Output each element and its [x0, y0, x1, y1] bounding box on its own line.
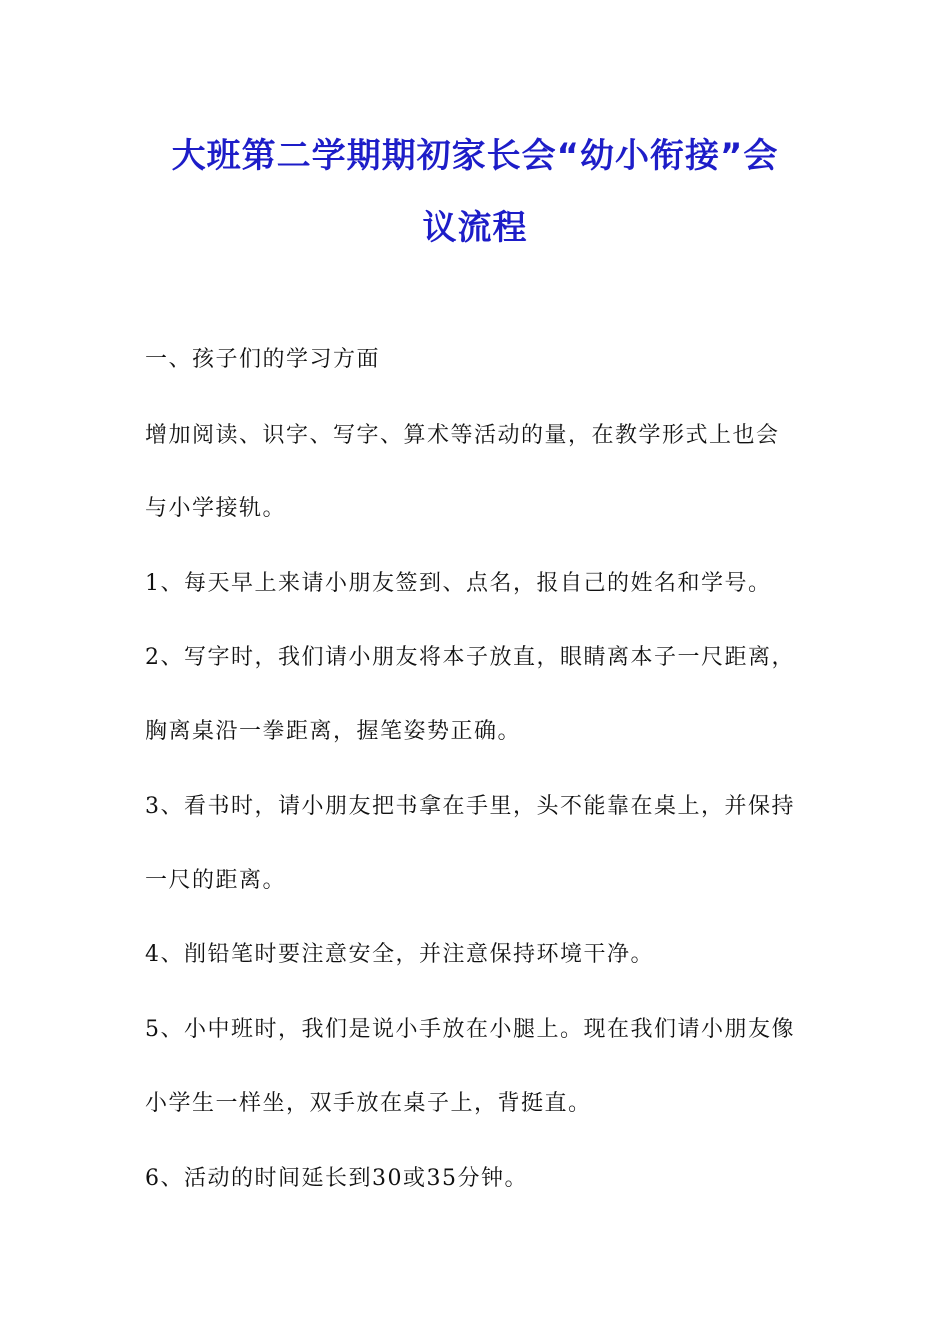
list-item-4: 4、削铅笔时要注意安全，并注意保持环境干净。: [145, 942, 654, 967]
section-heading-learning: 一、孩子们的学习方面: [145, 347, 381, 372]
list-item-6: 6、活动的时间延长到30或35分钟。: [145, 1166, 528, 1191]
list-item-5-continued: 小学生一样坐，双手放在桌子上，背挺直。: [145, 1091, 592, 1116]
document-title-line-1: 大班第二学期期初家长会“幼小衔接”会: [171, 136, 779, 176]
paragraph-line: 增加阅读、识字、写字、算术等活动的量，在教学形式上也会: [145, 423, 780, 448]
list-item-1: 1、每天早上来请小朋友签到、点名，报自己的姓名和学号。: [145, 571, 772, 596]
list-item-3-continued: 一尺的距离。: [145, 868, 287, 893]
list-item-3: 3、看书时，请小朋友把书拿在手里，头不能靠在桌上，并保持: [145, 794, 795, 819]
list-item-5: 5、小中班时，我们是说小手放在小腿上。现在我们请小朋友像: [145, 1017, 795, 1042]
list-item-2-continued: 胸离桌沿一拳距离，握笔姿势正确。: [145, 719, 522, 744]
list-item-2: 2、写字时，我们请小朋友将本子放直，眼睛离本子一尺距离，: [145, 645, 795, 670]
document-title-line-2: 议流程: [422, 208, 528, 248]
paragraph-line: 与小学接轨。: [145, 496, 287, 521]
